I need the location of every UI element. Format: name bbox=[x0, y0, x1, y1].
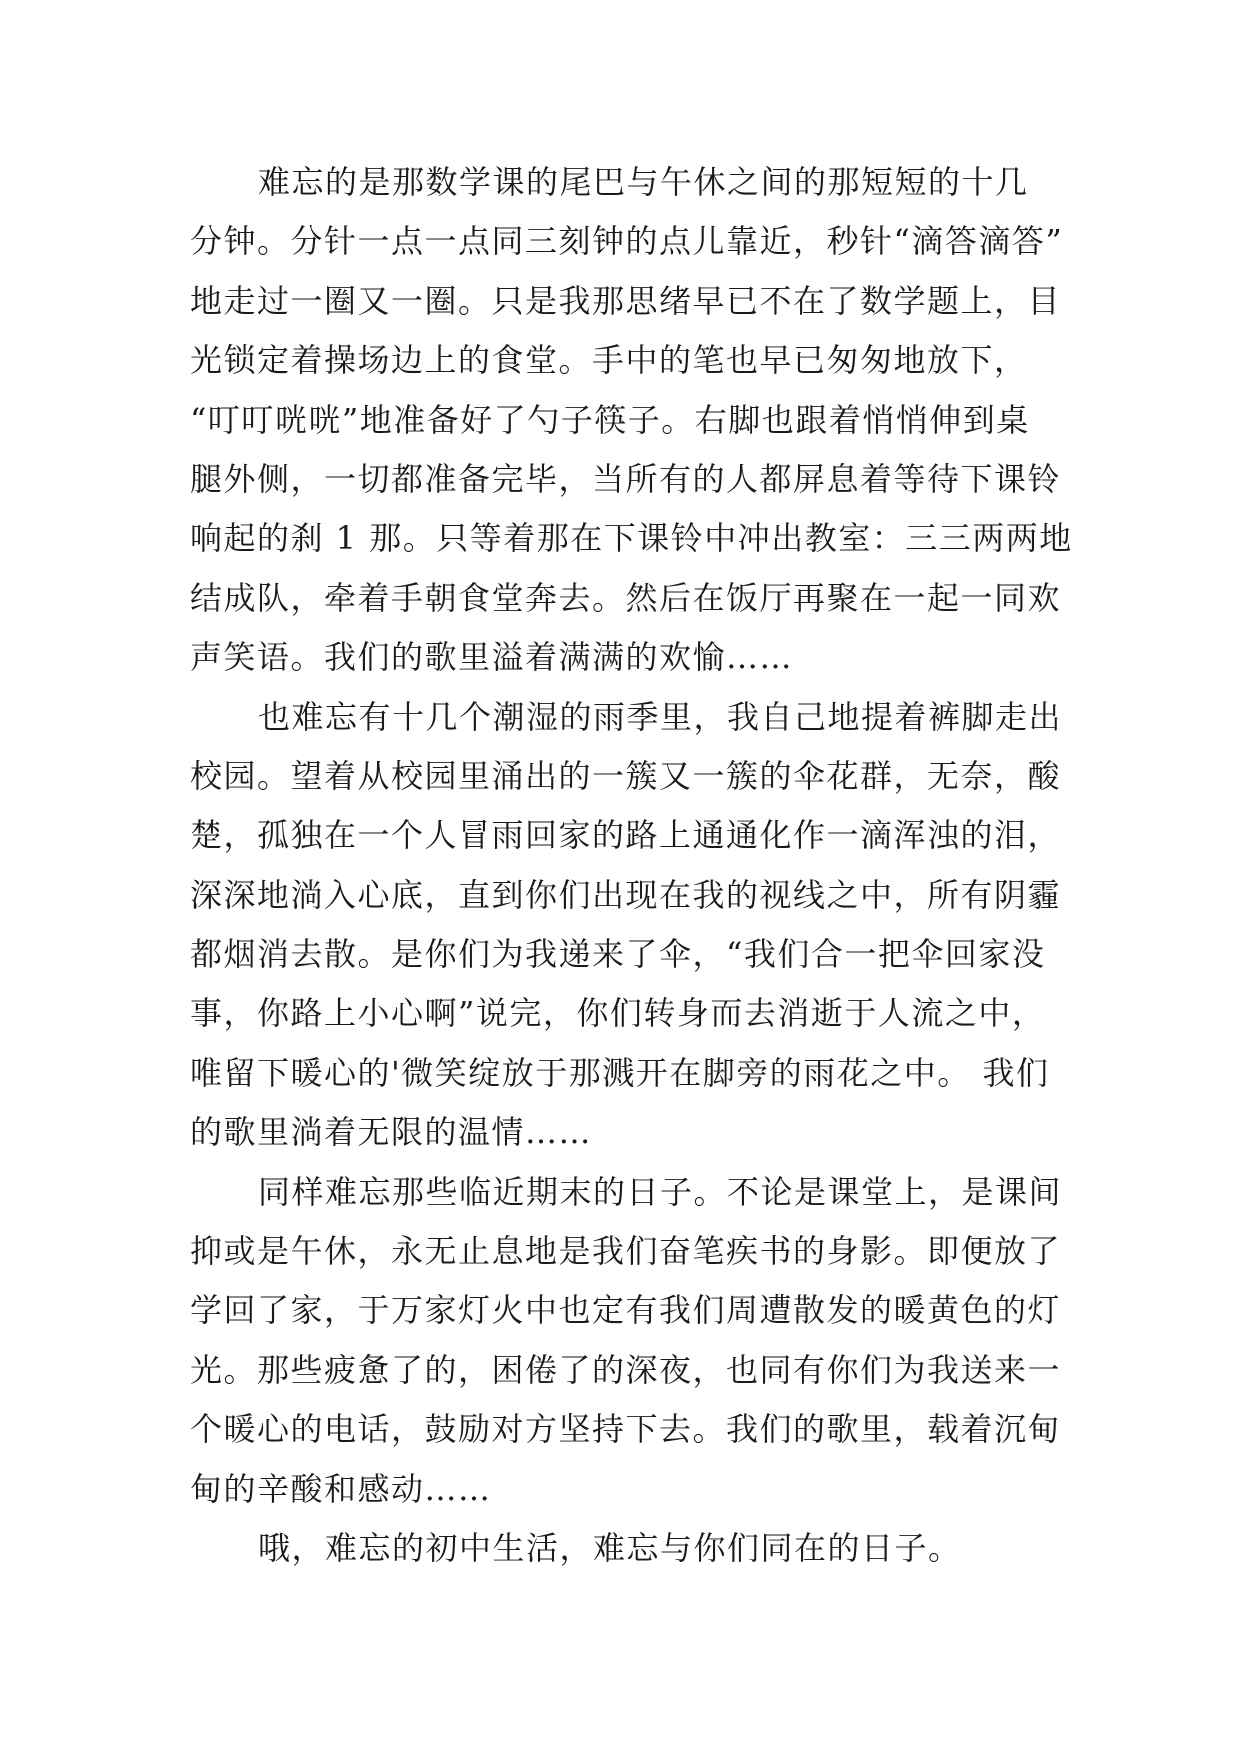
paragraph-2 bbox=[190, 688, 1062, 1163]
text-line: 分钟。分针一点一点同三刻钟的点儿靠近，秒针“滴答滴答” bbox=[190, 222, 1064, 261]
text-line: 学回了家，于万家灯火中也定有我们周遭散发的暖黄色的灯 bbox=[190, 1291, 1062, 1330]
text-line: 光。那些疲惫了的，困倦了的深夜，也同有你们为我送来一 bbox=[190, 1350, 1062, 1389]
text-line: 难忘的是那数学课的尾巴与午休之间的那短短的十几 bbox=[258, 163, 1029, 201]
text-line: 腿外侧，一切都准备完毕，当所有的人都屏息着等待下课铃 bbox=[190, 459, 1062, 498]
text-line: 光锁定着操场边上的食堂。手中的笔也早已匆匆地放下， bbox=[190, 341, 1028, 380]
text-line: 声笑语。我们的歌里溢着满满的欢愉…… bbox=[190, 638, 794, 677]
text-line: 的歌里淌着无限的温情…… bbox=[190, 1113, 593, 1152]
text-line: 唯留下暖心的'微笑绽放于那溅开在脚旁的雨花之中。 我们 bbox=[190, 1053, 1050, 1092]
paragraph-3 bbox=[190, 1163, 1062, 1519]
text-line: 地走过一圈又一圈。只是我那思绪早已不在了数学题上，目 bbox=[190, 281, 1062, 320]
text-line: 深深地淌入心底，直到你们出现在我的视线之中，所有阴霾 bbox=[190, 875, 1062, 914]
text-line: 楚，孤独在一个人冒雨回家的路上通通化作一滴浑浊的泪， bbox=[190, 816, 1062, 855]
text-line: 结成队，牵着手朝食堂奔去。然后在饭厅再聚在一起一同欢 bbox=[190, 578, 1062, 617]
text-line: 同样难忘那些临近期末的日子。不论是课堂上，是课间 bbox=[258, 1172, 1063, 1211]
paragraph-1 bbox=[190, 153, 1073, 688]
article-body bbox=[190, 153, 1073, 1578]
text-line: 都烟消去散。是你们为我递来了伞，“我们合一把伞回家没 bbox=[190, 935, 1046, 974]
text-line: 响起的刹 1 那。只等着那在下课铃中冲出教室：三三两两地 bbox=[190, 519, 1073, 558]
text-line: 事，你路上小心啊”说完，你们转身而去消逝于人流之中， bbox=[190, 994, 1046, 1033]
text-line: 也难忘有十几个潮湿的雨季里，我自己地提着裤脚走出 bbox=[258, 697, 1063, 736]
text-line: 抑或是午休，永无止息地是我们奋笔疾书的身影。即便放了 bbox=[190, 1232, 1062, 1271]
text-line: 个暖心的电话，鼓励对方坚持下去。我们的歌里，载着沉甸 bbox=[190, 1410, 1062, 1449]
text-line: “叮叮咣咣”地准备好了勺子筷子。右脚也跟着悄悄伸到桌 bbox=[190, 400, 1030, 439]
text-line: 校园。望着从校园里涌出的一簇又一簇的伞花群，无奈，酸 bbox=[190, 756, 1062, 795]
text-line: 哦，难忘的初中生活，难忘与你们同在的日子。 bbox=[258, 1528, 962, 1567]
paragraph-4 bbox=[190, 1519, 1062, 1578]
text-line: 甸的辛酸和感动…… bbox=[190, 1469, 492, 1508]
